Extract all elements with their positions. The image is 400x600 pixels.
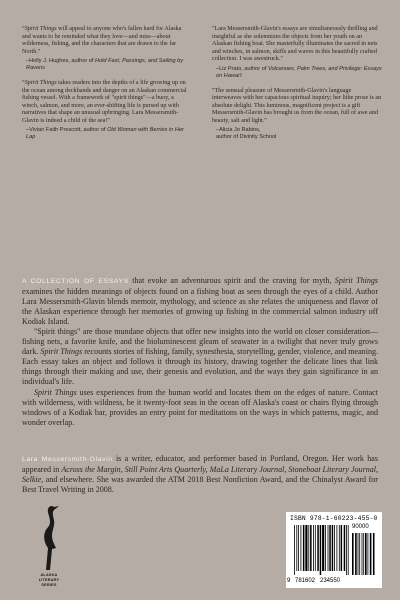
barcode-addon-bar bbox=[373, 533, 375, 575]
barcode-bars bbox=[292, 525, 376, 577]
barcode-bar bbox=[308, 525, 309, 571]
endorsements-left-column bbox=[22, 26, 190, 149]
endorsement-author: –Vivian Faith Prescott, author of bbox=[26, 127, 108, 134]
endorsement-text: "Lara Messersmith-Glavin's essays are simultaneously thrilling and insightful as she solemnizes the objects from her youth on an Alaskan fishing boat. She masterfully illuminates the sacred in nets and winches, in salmon, skiffs and waves in this beautifully crafted collection. I was awestruck." bbox=[212, 26, 378, 63]
author-bio: Lara Messersmith-Glavin is a writer, educator, and performer based in Portland, Oregon. Her work has appeared in Across the Margin, Still Point Arts Quarterly, MaLa Literary Journal, Stoneboat Literary Journal, Selkie, and elsewhere. She was awarded the ATM 2018 Best Nonfiction Award, and the Chinalyst Award for Best Travel Writing in 2008. bbox=[22, 454, 378, 495]
barcode-addon-bar bbox=[370, 533, 372, 575]
endorsement-author: –Alicia Jo Rabins, bbox=[216, 127, 261, 134]
book-description bbox=[22, 276, 378, 428]
endorsement-works: Volcanoes, Palm Trees, and Privilege: Essays on Hawai'i bbox=[216, 65, 382, 79]
barcode-addon-bar bbox=[352, 533, 354, 575]
barcode-addon-bar bbox=[355, 533, 357, 575]
publication-venues: Across the Margin, Still Point Arts Quarterly, MaLa Literary Journal, Stoneboat Literary Journal, Selkie, bbox=[22, 465, 378, 485]
description-paragraph-2: "Spirit things" are those mundane objects that offer new insights into the world on closer consideration—fishing nets, a favorite knife, and the bioluminescent gleam of seawater in a twilight that never truly grows dark. Spirit Things recounts stories of fishing, family, synesthesia, storytelling, gender, violence, and meaning. Each essay takes an object and follows it through its history, drawing together the delicate lines that link things through their making and use, their genesis and evolution, and the ways they gain significance in an individual's life. bbox=[22, 327, 378, 387]
barcode-bar bbox=[348, 525, 349, 575]
book-title: Spirit Things bbox=[24, 80, 57, 86]
endorsement-works: Old Woman with Berries in Her Lap bbox=[26, 127, 184, 141]
barcode-addon-bar bbox=[368, 533, 369, 575]
barcode-bar bbox=[328, 525, 329, 571]
barcode-bar bbox=[313, 525, 314, 571]
barcode-bar bbox=[315, 525, 316, 571]
barcode-bar bbox=[320, 525, 322, 575]
endorsement-hughes: “Spirit Things will appeal to anyone who's fallen hard for Alaska and wants to be reminded what they love—and miss—about wilderness, fishing, and the characters that are drawn to the far North." –Holly J. Hughes, author of Hold Fast, Passings, and Sailing by Ravens bbox=[22, 26, 184, 72]
barcode-addon-bar bbox=[365, 533, 367, 575]
heron-icon bbox=[28, 502, 70, 572]
alaska-literary-series-logo bbox=[28, 502, 70, 592]
barcode-bar bbox=[341, 525, 343, 571]
description-paragraph-1: A COLLECTION OF ESSAYS that evoke an adventurous spirit and the craving for myth, Spirit Things examines the hidden meanings of objects found on a fishing boat as seen through the eyes of a child. Author Lara Messersmith-Glavin blends memoir, mythology, and science as she relates the uniqueness and flavor of the Alaskan experience through her memories of growing up fishing in the commercial salmon industry off Kodiak Island. bbox=[22, 276, 379, 327]
endorsement-author: –Holly J. Hughes, author of bbox=[26, 58, 96, 65]
barcode-addon-bar bbox=[358, 533, 359, 575]
barcode-bar bbox=[332, 525, 334, 571]
book-title: Spirit Things bbox=[34, 387, 77, 397]
barcode-bar bbox=[334, 525, 335, 571]
barcode-bar bbox=[310, 525, 312, 571]
book-title: Spirit Things bbox=[334, 276, 379, 285]
endorsements-right-column bbox=[212, 26, 382, 149]
endorsement-works: author of Divinity School bbox=[216, 134, 277, 141]
book-title: Spirit Things bbox=[24, 26, 57, 32]
barcode-bar bbox=[301, 525, 302, 571]
barcode-bar bbox=[317, 525, 319, 571]
endorsements-section bbox=[22, 26, 382, 254]
barcode-bar bbox=[329, 525, 331, 571]
barcode-bar bbox=[305, 525, 307, 571]
barcode-digits-left: 781602 bbox=[295, 578, 316, 584]
barcode-bar bbox=[296, 525, 297, 571]
barcode-addon-bar bbox=[362, 533, 363, 575]
endorsement-prato bbox=[212, 26, 382, 80]
barcode-bar bbox=[325, 525, 326, 571]
endorsement-works: Hold Fast, Passings, and Sailing by Ravens bbox=[26, 58, 184, 72]
barcode-lead-digit: 9 bbox=[287, 578, 291, 584]
barcode-bar bbox=[344, 525, 346, 571]
endorsement-text: "The sensual pleasure of Messersmith-Glavin's language interweaves with her capacious spiritual inquiry; her lithe prose is an absolute delight. This luminous, magnificent project is a gift Messersmith-Glavin has brought us from the ocean, full of awe and beauty, salt and light." bbox=[212, 87, 382, 124]
endorsement-rabins bbox=[212, 88, 382, 142]
logo-text: ALASKA LITERARY SERIES bbox=[38, 573, 60, 587]
endorsement-prescott: “Spirit Things takes readers into the depths of a life growing up on the ocean among deckhands and danger on an Alaskan commercial fishing vessel. With a framework of "spirit things"—a buoy, a winch, salmon, and more, an ever-shifting life is pursed up with narratives that shape an unusual upbringing. Lara Messersmith-Glavin is indeed a child of the sea!" –Vivian Faith Prescott, author of Old Woman with Berries in Her Lap bbox=[22, 80, 187, 141]
description-paragraph-3: Spirit Things uses experiences from the human world and locates them on the edges of nature. Contact with wilderness, with wildness, be it twenty-foot seas in the ocean off Alaska's coast or chairs flying through windows of a Kodiak bar, provides an entry point for meditations on the ways in which patterns, magic, and wonder overlap. bbox=[22, 387, 378, 427]
description-lead: A COLLECTION OF ESSAYS bbox=[22, 278, 129, 285]
endorsement-author: –Liz Prato, author of bbox=[216, 65, 268, 72]
author-name: Lara Messersmith-Glavin bbox=[22, 456, 113, 463]
barcode-addon-bar bbox=[363, 533, 364, 575]
barcode-bar bbox=[322, 525, 324, 571]
barcode-addon-digits: 90000 bbox=[352, 524, 369, 530]
isbn-barcode bbox=[286, 512, 382, 588]
endorsement-text: will appeal to anyone who's fallen hard for Alaska and wants to be reminded what they love—and miss—about wilderness, fishing, and the characters that are drawn to the far North." bbox=[22, 26, 182, 55]
isbn-label: ISBN 978-1-60223-455-0 bbox=[290, 515, 378, 522]
barcode-bar bbox=[303, 525, 305, 571]
barcode-bar bbox=[294, 525, 295, 575]
barcode-bar bbox=[298, 525, 299, 571]
barcode-digits-right: 234550 bbox=[320, 578, 341, 584]
barcode-bar bbox=[337, 525, 338, 571]
barcode-bar bbox=[346, 525, 347, 575]
endorsement-text: takes readers into the depths of a life growing up on the ocean among deckhands and danger on an Alaskan commercial fishing vessel. With a framework of "spirit things"—a buoy, a winch, salmon, and more, an ever-shifting life is pursed up with narratives that shape an unusual upbringing. Lara Messersmith-Glavin is indeed a child of the sea!" bbox=[22, 80, 187, 124]
barcode-bar bbox=[339, 525, 340, 571]
book-title: Spirit Things bbox=[40, 347, 83, 357]
barcode-addon-bar bbox=[359, 533, 360, 575]
